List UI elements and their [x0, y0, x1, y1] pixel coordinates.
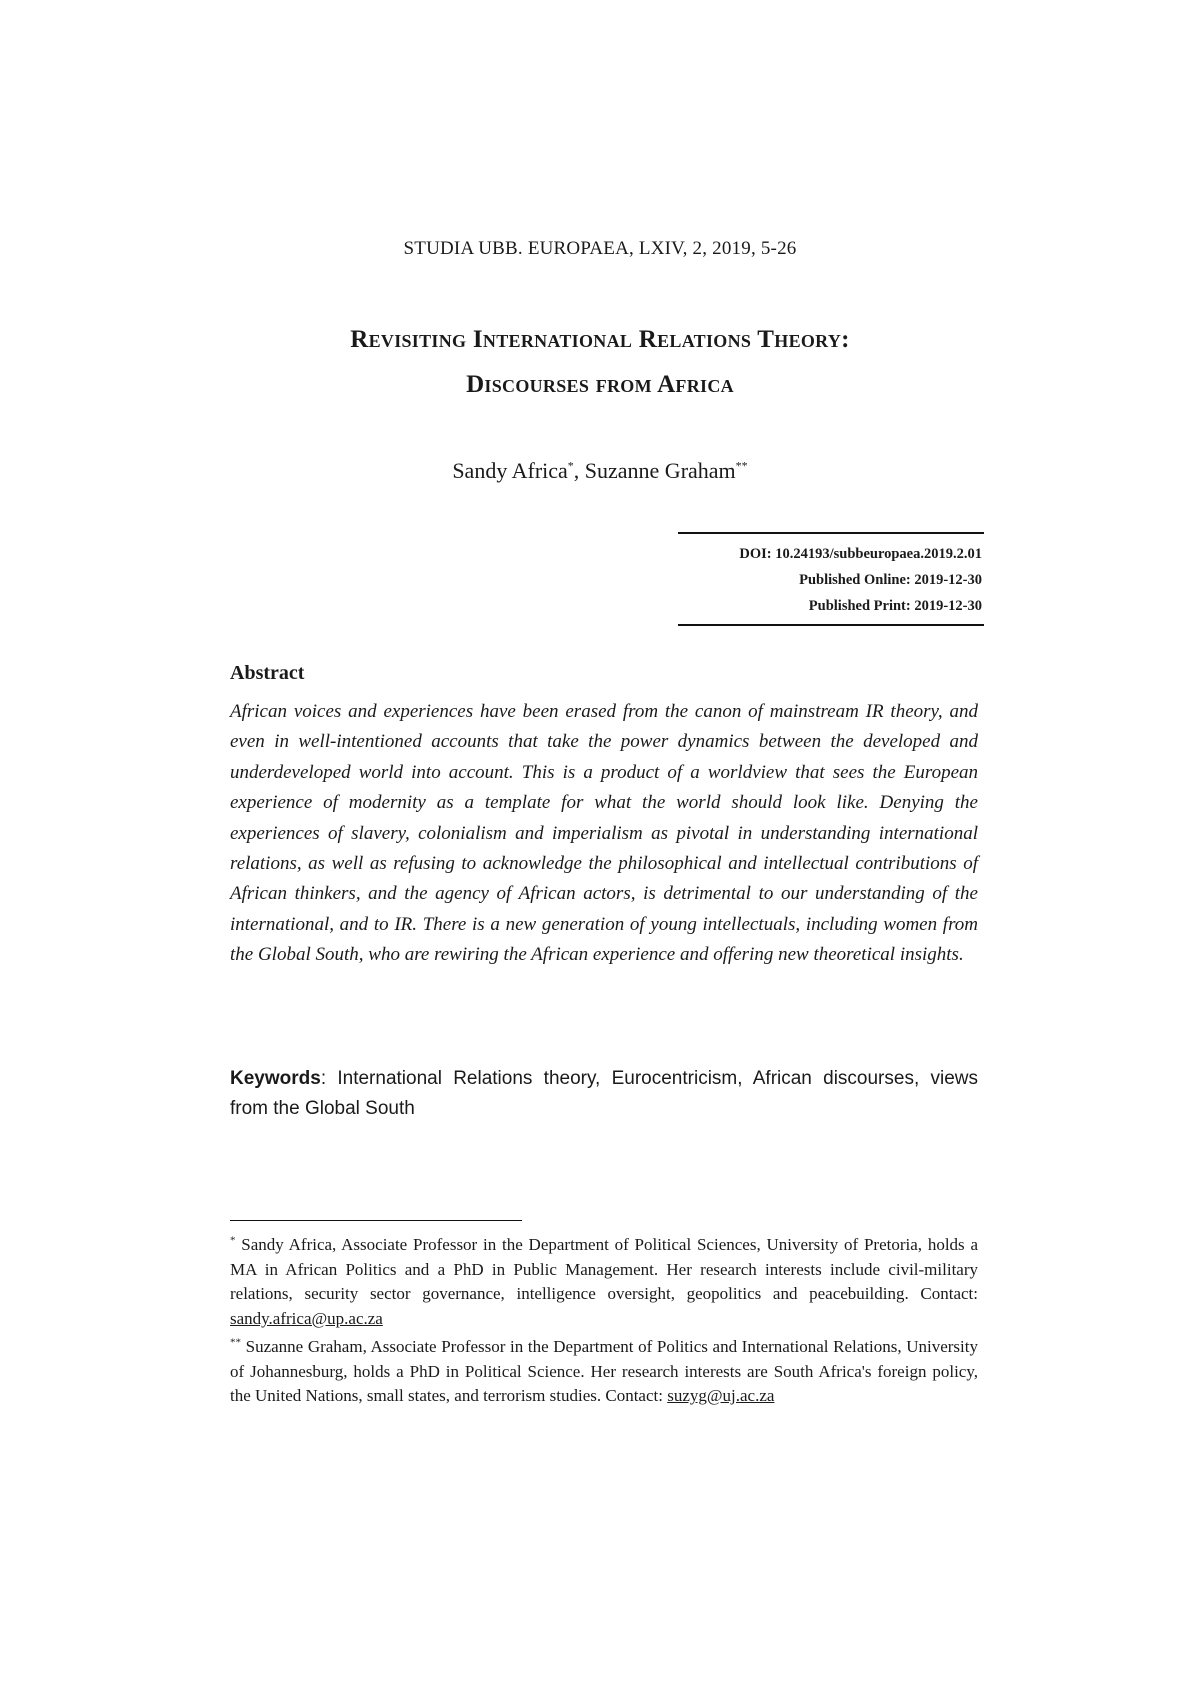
- email-link[interactable]: suzyg@uj.ac.za: [667, 1386, 775, 1406]
- footnote-author-2: [230, 1335, 978, 1409]
- article-title-line-2: Discourses from Africa: [466, 371, 734, 398]
- footnote-marker[interactable]: **: [735, 458, 748, 473]
- publication-info-box: [678, 532, 984, 626]
- footnote-text: Suzanne Graham, Associate Professor in the Department of Politics and International Relations, University of Johannesburg, holds a PhD in Political Science. Her research interests are South Africa's foreign policy, the United Nations, small states, and terrorism studies. Contact:: [230, 1337, 978, 1406]
- abstract-heading: Abstract: [230, 662, 305, 684]
- keywords-label: Keywords: [230, 1068, 321, 1089]
- keywords: [230, 1064, 978, 1124]
- footnote-marker: **: [230, 1336, 241, 1349]
- published-online-date: Published Online: 2019-12-30: [799, 572, 982, 588]
- article-title-line-1: Revisiting International Relations Theory:: [350, 326, 850, 353]
- author-name: Sandy Africa: [452, 458, 568, 483]
- keywords-separator: :: [320, 1068, 338, 1089]
- footnote-text: Sandy Africa, Associate Professor in the Department of Political Sciences, University of Pretoria, holds a MA in African Politics and a PhD in Public Management. Her research interests include civil-military relations, security sector governance, intelligence oversight, geopolitics and peacebuilding. Contact:: [230, 1235, 978, 1304]
- abstract-text: African voices and experiences have been erased from the canon of mainstream IR theory, and even in well-intentioned accounts that take the power dynamics between the developed and underdeveloped world into account. This is a product of a worldview that sees the European experience of modernity as a template for what the world should look like. Denying the experiences of slavery, colonialism and imperialism as pivotal in understanding international relations, as well as refusing to acknowledge the philosophical and intellectual contributions of African thinkers, and the agency of African actors, is detrimental to our understanding of the international, and to IR. There is a new generation of young intellectuals, including women from the Global South, who are rewiring the African experience and offering new theoretical insights.: [230, 701, 978, 966]
- author-list: [0, 458, 1200, 484]
- footnote-marker: *: [230, 1234, 236, 1247]
- footnote-author-1: [230, 1233, 978, 1331]
- email-link[interactable]: sandy.africa@up.ac.za: [230, 1308, 383, 1328]
- journal-header: STUDIA UBB. EUROPAEA, LXIV, 2, 2019, 5-26: [403, 238, 797, 259]
- author-name: Suzanne Graham: [584, 458, 736, 483]
- footnote-divider: [230, 1220, 522, 1221]
- author-separator: ,: [573, 458, 585, 483]
- doi[interactable]: DOI: 10.24193/subbeuropaea.2019.2.01: [739, 546, 982, 562]
- keywords-text: International Relations theory, Eurocentricism, African discourses, views from the Global South: [230, 1068, 978, 1119]
- published-print-date: Published Print: 2019-12-30: [808, 598, 982, 614]
- footnote-marker[interactable]: *: [567, 458, 574, 473]
